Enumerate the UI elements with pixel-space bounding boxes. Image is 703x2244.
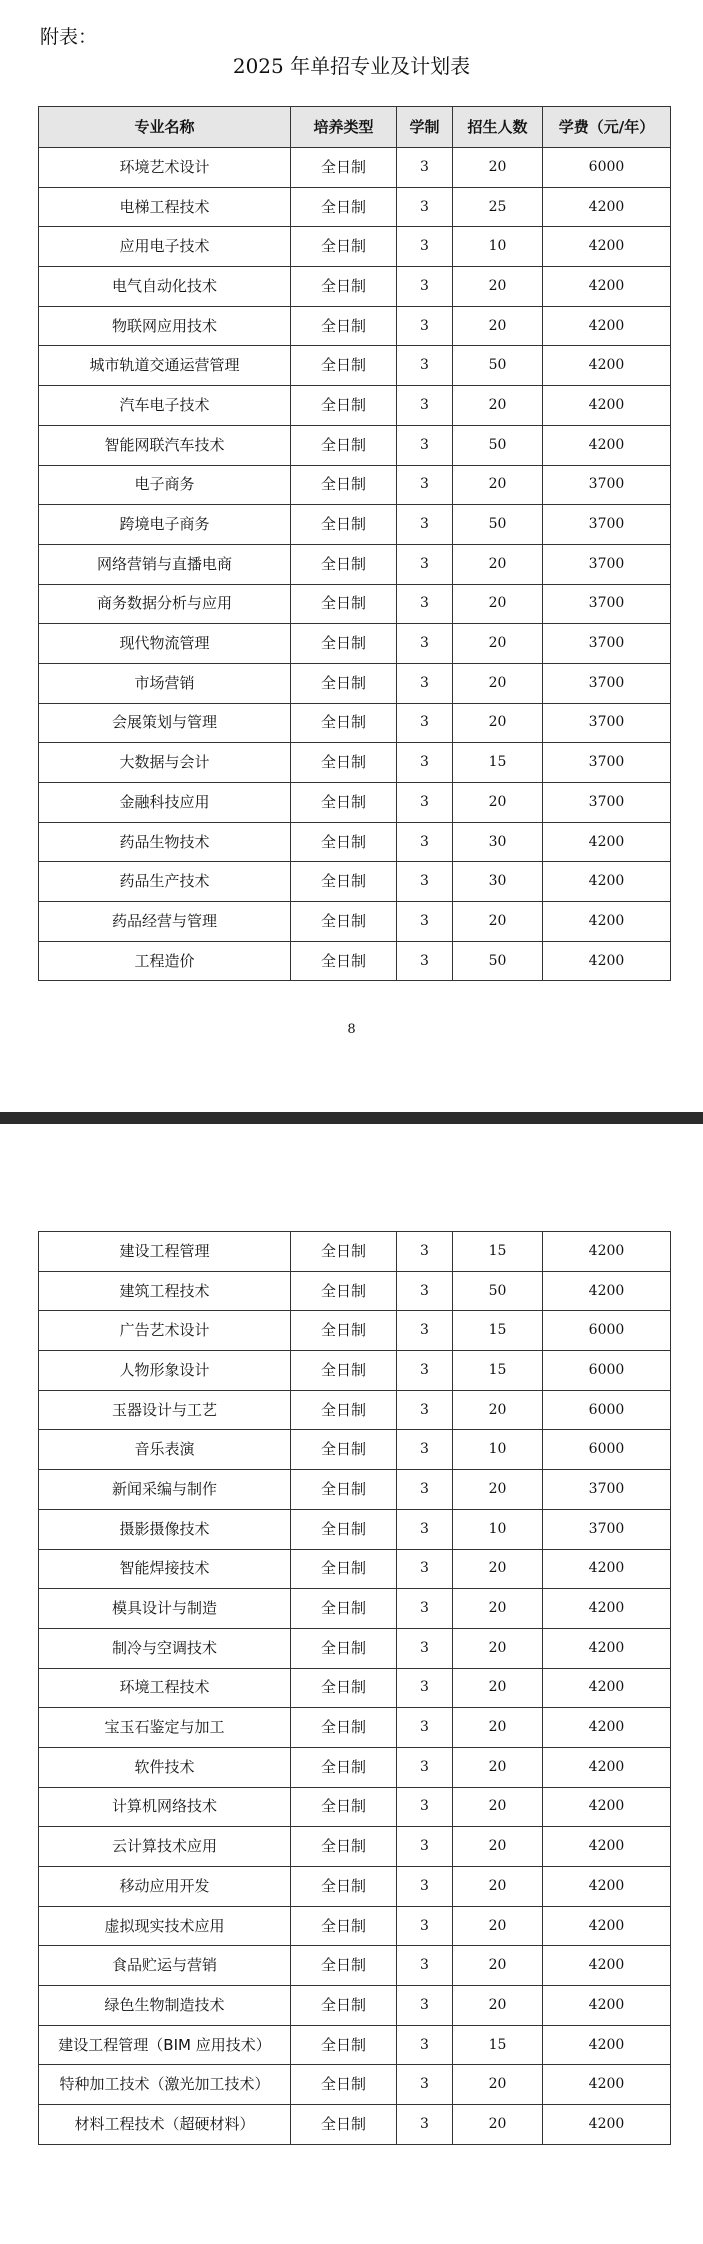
tuition-cell: 4200 [543,1906,671,1946]
table-row [39,703,671,743]
duration-cell: 3 [397,1232,453,1272]
study-type-cell: 全日制 [291,544,397,584]
enrollment-cell: 20 [453,1867,543,1907]
study-type-cell: 全日制 [291,1509,397,1549]
enrollment-cell: 20 [453,544,543,584]
table-row [39,822,671,862]
study-type-cell: 全日制 [291,663,397,703]
major-name-cell: 现代物流管理 [39,624,291,664]
enrollment-cell: 50 [453,505,543,545]
duration-cell: 3 [397,1311,453,1351]
duration-cell: 3 [397,1986,453,2026]
study-type-cell: 全日制 [291,902,397,942]
study-type-cell: 全日制 [291,1867,397,1907]
enrollment-cell: 50 [453,941,543,981]
duration-cell: 3 [397,584,453,624]
duration-cell: 3 [397,1827,453,1867]
enrollment-cell: 20 [453,1390,543,1430]
header-enrollment: 招生人数 [453,107,543,148]
table-row [39,1668,671,1708]
major-name-cell: 食品贮运与营销 [39,1946,291,1986]
tuition-cell: 4200 [543,187,671,227]
enrollment-cell: 20 [453,624,543,664]
major-name-cell: 工程造价 [39,941,291,981]
tuition-cell: 3700 [543,544,671,584]
tuition-cell: 4200 [543,2105,671,2145]
study-type-cell: 全日制 [291,1906,397,1946]
enrollment-cell: 20 [453,1549,543,1589]
major-name-cell: 人物形象设计 [39,1351,291,1391]
table-row [39,505,671,545]
tuition-cell: 4200 [543,1628,671,1668]
table-row [39,1509,671,1549]
major-name-cell: 智能焊接技术 [39,1549,291,1589]
table-row [39,148,671,188]
duration-cell: 3 [397,544,453,584]
study-type-cell: 全日制 [291,1946,397,1986]
enrollment-cell: 15 [453,743,543,783]
study-type-cell: 全日制 [291,187,397,227]
tuition-cell: 4200 [543,425,671,465]
enrollment-cell: 20 [453,148,543,188]
enrollment-cell: 10 [453,227,543,267]
tuition-cell: 3700 [543,1470,671,1510]
duration-cell: 3 [397,862,453,902]
major-name-cell: 环境工程技术 [39,1668,291,1708]
tuition-cell: 4200 [543,306,671,346]
tuition-cell: 4200 [543,1827,671,1867]
duration-cell: 3 [397,227,453,267]
tuition-cell: 4200 [543,346,671,386]
enrollment-cell: 20 [453,1986,543,2026]
tuition-cell: 4200 [543,1986,671,2026]
major-name-cell: 建筑工程技术 [39,1271,291,1311]
table-row [39,1430,671,1470]
enrollment-cell: 50 [453,425,543,465]
duration-cell: 3 [397,1509,453,1549]
table-row [39,624,671,664]
duration-cell: 3 [397,902,453,942]
study-type-cell: 全日制 [291,1986,397,2026]
tuition-cell: 4200 [543,267,671,307]
tuition-cell: 4200 [543,2025,671,2065]
enrollment-cell: 20 [453,2105,543,2145]
enrollment-cell: 20 [453,703,543,743]
tuition-cell: 3700 [543,703,671,743]
major-name-cell: 金融科技应用 [39,783,291,823]
duration-cell: 3 [397,1390,453,1430]
major-name-cell: 移动应用开发 [39,1867,291,1907]
tuition-cell: 3700 [543,783,671,823]
table-row [39,783,671,823]
tuition-cell: 4200 [543,862,671,902]
enrollment-cell: 20 [453,1470,543,1510]
major-name-cell: 云计算技术应用 [39,1827,291,1867]
tuition-cell: 3700 [543,505,671,545]
table-row [39,663,671,703]
table-row [39,1787,671,1827]
study-type-cell: 全日制 [291,1827,397,1867]
table-row [39,1589,671,1629]
study-type-cell: 全日制 [291,1747,397,1787]
enrollment-cell: 20 [453,663,543,703]
major-name-cell: 摄影摄像技术 [39,1509,291,1549]
major-name-cell: 材料工程技术（超硬材料） [39,2105,291,2145]
duration-cell: 3 [397,783,453,823]
enrollment-cell: 20 [453,1906,543,1946]
study-type-cell: 全日制 [291,1390,397,1430]
tuition-cell: 3700 [543,465,671,505]
enrollment-cell: 20 [453,1668,543,1708]
table-row [39,1827,671,1867]
duration-cell: 3 [397,1549,453,1589]
duration-cell: 3 [397,1271,453,1311]
study-type-cell: 全日制 [291,743,397,783]
duration-cell: 3 [397,941,453,981]
tuition-cell: 4200 [543,1787,671,1827]
major-name-cell: 宝玉石鉴定与加工 [39,1708,291,1748]
study-type-cell: 全日制 [291,1351,397,1391]
tuition-cell: 6000 [543,1390,671,1430]
duration-cell: 3 [397,1628,453,1668]
tuition-cell: 6000 [543,1430,671,1470]
table-row [39,1271,671,1311]
tuition-cell: 3700 [543,663,671,703]
duration-cell: 3 [397,1747,453,1787]
major-name-cell: 模具设计与制造 [39,1589,291,1629]
table-header-row [39,107,671,148]
duration-cell: 3 [397,624,453,664]
major-name-cell: 网络营销与直播电商 [39,544,291,584]
duration-cell: 3 [397,1946,453,1986]
table-row [39,1946,671,1986]
major-name-cell: 虚拟现实技术应用 [39,1906,291,1946]
study-type-cell: 全日制 [291,1787,397,1827]
major-name-cell: 新闻采编与制作 [39,1470,291,1510]
major-name-cell: 智能网联汽车技术 [39,425,291,465]
major-name-cell: 建设工程管理 [39,1232,291,1272]
major-name-cell: 大数据与会计 [39,743,291,783]
duration-cell: 3 [397,187,453,227]
table-row [39,267,671,307]
duration-cell: 3 [397,1589,453,1629]
study-type-cell: 全日制 [291,1311,397,1351]
header-tuition: 学费（元/年） [543,107,671,148]
table-row [39,2065,671,2105]
table-row [39,902,671,942]
duration-cell: 3 [397,1430,453,1470]
duration-cell: 3 [397,148,453,188]
table-body-2 [39,1232,671,2145]
enrollment-cell: 20 [453,267,543,307]
duration-cell: 3 [397,1906,453,1946]
duration-cell: 3 [397,346,453,386]
major-name-cell: 建设工程管理（BIM 应用技术） [39,2025,291,2065]
duration-cell: 3 [397,1787,453,1827]
major-name-cell: 绿色生物制造技术 [39,1986,291,2026]
enrollment-cell: 20 [453,584,543,624]
study-type-cell: 全日制 [291,624,397,664]
study-type-cell: 全日制 [291,505,397,545]
tuition-cell: 4200 [543,1747,671,1787]
tuition-cell: 4200 [543,227,671,267]
tuition-cell: 3700 [543,624,671,664]
study-type-cell: 全日制 [291,1232,397,1272]
study-type-cell: 全日制 [291,306,397,346]
major-name-cell: 药品生产技术 [39,862,291,902]
study-type-cell: 全日制 [291,425,397,465]
major-name-cell: 跨境电子商务 [39,505,291,545]
major-name-cell: 广告艺术设计 [39,1311,291,1351]
duration-cell: 3 [397,663,453,703]
major-name-cell: 电梯工程技术 [39,187,291,227]
table-row [39,584,671,624]
tuition-cell: 4200 [543,1271,671,1311]
table-row [39,227,671,267]
tuition-cell: 6000 [543,1311,671,1351]
major-name-cell: 软件技术 [39,1747,291,1787]
duration-cell: 3 [397,306,453,346]
major-name-cell: 音乐表演 [39,1430,291,1470]
duration-cell: 3 [397,425,453,465]
study-type-cell: 全日制 [291,1589,397,1629]
tuition-cell: 3700 [543,743,671,783]
study-type-cell: 全日制 [291,1668,397,1708]
table-row [39,743,671,783]
table-row [39,1390,671,1430]
tuition-cell: 4200 [543,386,671,426]
major-name-cell: 会展策划与管理 [39,703,291,743]
enrollment-cell: 50 [453,1271,543,1311]
table-row [39,862,671,902]
duration-cell: 3 [397,2105,453,2145]
tuition-cell: 4200 [543,902,671,942]
enrollment-cell: 15 [453,1311,543,1351]
duration-cell: 3 [397,2065,453,2105]
duration-cell: 3 [397,1867,453,1907]
tuition-cell: 4200 [543,822,671,862]
enrollment-cell: 20 [453,1628,543,1668]
tuition-cell: 4200 [543,1946,671,1986]
header-duration: 学制 [397,107,453,148]
major-name-cell: 电子商务 [39,465,291,505]
table-row [39,1549,671,1589]
table-row [39,1351,671,1391]
duration-cell: 3 [397,1351,453,1391]
study-type-cell: 全日制 [291,1628,397,1668]
table-row [39,2105,671,2145]
table-row [39,1628,671,1668]
tuition-cell: 4200 [543,941,671,981]
major-name-cell: 制冷与空调技术 [39,1628,291,1668]
enrollment-cell: 20 [453,1787,543,1827]
page-number: 8 [347,1022,356,1037]
duration-cell: 3 [397,743,453,783]
duration-cell: 3 [397,703,453,743]
table-row [39,1906,671,1946]
enrollment-cell: 50 [453,346,543,386]
document-sheet-1 [0,0,703,1112]
tuition-cell: 4200 [543,1549,671,1589]
table-row [39,1232,671,1272]
study-type-cell: 全日制 [291,2065,397,2105]
table-row [39,2025,671,2065]
table-row [39,346,671,386]
major-name-cell: 计算机网络技术 [39,1787,291,1827]
major-name-cell: 市场营销 [39,663,291,703]
study-type-cell: 全日制 [291,148,397,188]
study-type-cell: 全日制 [291,465,397,505]
header-major-name: 专业名称 [39,107,291,148]
enrollment-cell: 30 [453,822,543,862]
tuition-cell: 6000 [543,148,671,188]
table-row [39,386,671,426]
duration-cell: 3 [397,267,453,307]
table-row [39,544,671,584]
table-row [39,465,671,505]
major-name-cell: 城市轨道交通运营管理 [39,346,291,386]
enrollment-cell: 20 [453,1827,543,1867]
enrollment-cell: 20 [453,465,543,505]
study-type-cell: 全日制 [291,1708,397,1748]
major-name-cell: 汽车电子技术 [39,386,291,426]
enrollment-cell: 20 [453,1747,543,1787]
study-type-cell: 全日制 [291,1470,397,1510]
major-name-cell: 物联网应用技术 [39,306,291,346]
header-study-type: 培养类型 [291,107,397,148]
study-type-cell: 全日制 [291,1271,397,1311]
study-type-cell: 全日制 [291,1549,397,1589]
enrollment-plan-table-2 [38,1231,671,2145]
page-divider [0,1112,703,1124]
table-row [39,941,671,981]
major-name-cell: 药品经营与管理 [39,902,291,942]
study-type-cell: 全日制 [291,584,397,624]
enrollment-cell: 20 [453,1946,543,1986]
table-row [39,1470,671,1510]
duration-cell: 3 [397,822,453,862]
duration-cell: 3 [397,505,453,545]
table-row [39,1708,671,1748]
study-type-cell: 全日制 [291,703,397,743]
duration-cell: 3 [397,386,453,426]
study-type-cell: 全日制 [291,227,397,267]
table-row [39,1867,671,1907]
major-name-cell: 环境艺术设计 [39,148,291,188]
major-name-cell: 电气自动化技术 [39,267,291,307]
table-row [39,187,671,227]
enrollment-cell: 10 [453,1430,543,1470]
document-title: 2025 年单招专业及计划表 [232,54,471,78]
major-name-cell: 药品生物技术 [39,822,291,862]
enrollment-cell: 20 [453,902,543,942]
enrollment-cell: 20 [453,2065,543,2105]
major-name-cell: 应用电子技术 [39,227,291,267]
tuition-cell: 4200 [543,1708,671,1748]
duration-cell: 3 [397,1708,453,1748]
tuition-cell: 3700 [543,584,671,624]
enrollment-cell: 20 [453,306,543,346]
enrollment-cell: 25 [453,187,543,227]
tuition-cell: 4200 [543,1668,671,1708]
table-row [39,306,671,346]
tuition-cell: 4200 [543,2065,671,2105]
table-row [39,425,671,465]
tuition-cell: 3700 [543,1509,671,1549]
enrollment-cell: 15 [453,1232,543,1272]
study-type-cell: 全日制 [291,346,397,386]
appendix-label: 附表： [40,26,98,48]
study-type-cell: 全日制 [291,2025,397,2065]
enrollment-cell: 10 [453,1509,543,1549]
major-name-cell: 商务数据分析与应用 [39,584,291,624]
enrollment-cell: 20 [453,386,543,426]
study-type-cell: 全日制 [291,822,397,862]
study-type-cell: 全日制 [291,941,397,981]
table-row [39,1986,671,2026]
major-name-cell: 玉器设计与工艺 [39,1390,291,1430]
study-type-cell: 全日制 [291,386,397,426]
study-type-cell: 全日制 [291,1430,397,1470]
tuition-cell: 4200 [543,1867,671,1907]
duration-cell: 3 [397,465,453,505]
study-type-cell: 全日制 [291,2105,397,2145]
tuition-cell: 4200 [543,1589,671,1629]
duration-cell: 3 [397,2025,453,2065]
study-type-cell: 全日制 [291,862,397,902]
table-row [39,1311,671,1351]
major-name-cell: 特种加工技术（激光加工技术） [39,2065,291,2105]
table-body-1 [39,148,671,981]
enrollment-plan-table-1 [38,106,671,981]
study-type-cell: 全日制 [291,267,397,307]
duration-cell: 3 [397,1470,453,1510]
enrollment-cell: 15 [453,2025,543,2065]
table-row [39,1747,671,1787]
enrollment-cell: 20 [453,1708,543,1748]
tuition-cell: 6000 [543,1351,671,1391]
enrollment-cell: 20 [453,1589,543,1629]
study-type-cell: 全日制 [291,783,397,823]
enrollment-cell: 30 [453,862,543,902]
enrollment-cell: 20 [453,783,543,823]
tuition-cell: 4200 [543,1232,671,1272]
duration-cell: 3 [397,1668,453,1708]
enrollment-cell: 15 [453,1351,543,1391]
